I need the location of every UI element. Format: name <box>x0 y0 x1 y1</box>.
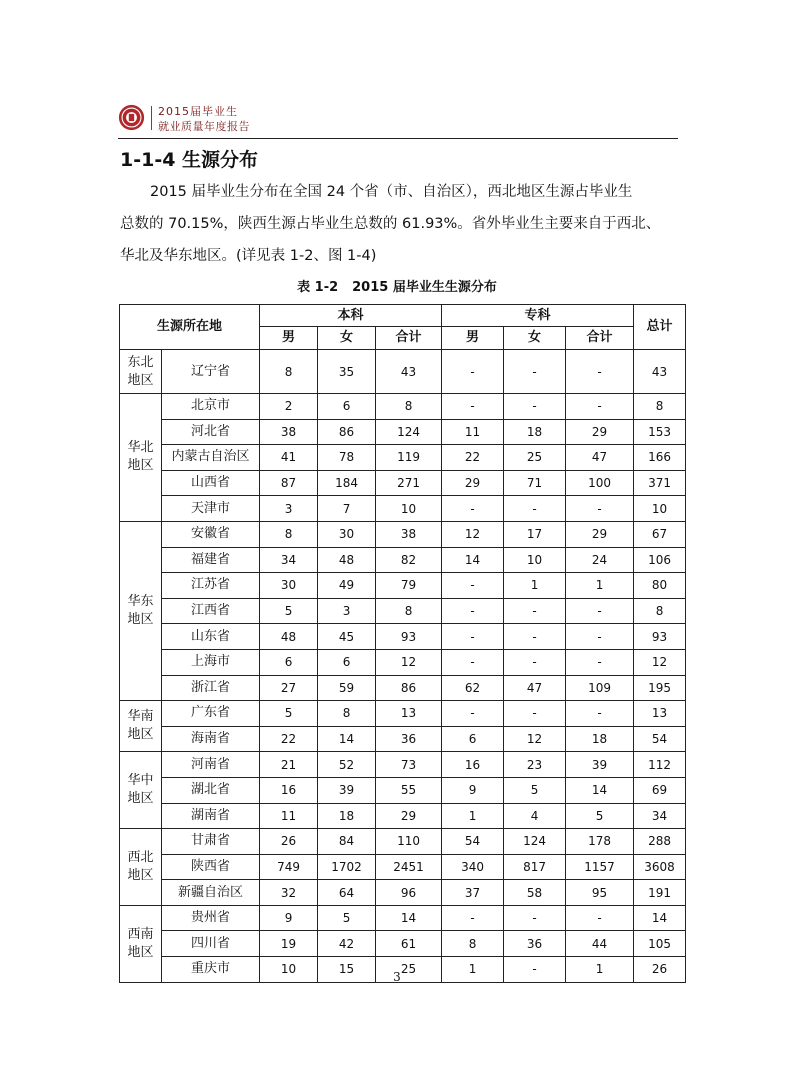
region-name: 华北 <box>127 440 154 456</box>
value-cell-bk-t: 271 <box>376 470 442 496</box>
value-cell-bk-m: 10 <box>260 957 318 983</box>
value-cell-bk-f: 39 <box>318 777 376 803</box>
value-cell-bk-m: 48 <box>260 624 318 650</box>
value-cell-bk-t: 8 <box>376 598 442 624</box>
value-cell-bk-t: 86 <box>376 675 442 701</box>
value-cell-bk-m: 22 <box>260 726 318 752</box>
value-cell-zk-t: 109 <box>566 675 634 701</box>
value-cell-zk-f: - <box>504 624 566 650</box>
value-cell-zk-t: 14 <box>566 777 634 803</box>
value-cell-zk-t: - <box>566 496 634 522</box>
paragraph-line: 总数的 70.15%，陕西生源占毕业生总数的 61.93%。省外毕业生主要来自于西北、 <box>120 216 661 232</box>
header-rule <box>118 138 678 139</box>
region-name-suffix: 地区 <box>127 458 154 474</box>
table-body <box>120 350 686 983</box>
value-cell-zk-f: 17 <box>504 521 566 547</box>
value-cell-zk-f: - <box>504 649 566 675</box>
value-cell-zk-m: 12 <box>442 521 504 547</box>
value-cell-zk-m: 29 <box>442 470 504 496</box>
value-cell-bk-t: 73 <box>376 752 442 778</box>
value-cell-bk-f: 30 <box>318 521 376 547</box>
value-cell-zk-m: 9 <box>442 777 504 803</box>
table-title: 2015 届毕业生生源分布 <box>352 280 497 295</box>
table-row <box>120 419 686 445</box>
value-cell-bk-m: 2 <box>260 394 318 420</box>
value-cell-bk-m: 749 <box>260 854 318 880</box>
value-cell-total: 67 <box>634 521 686 547</box>
value-cell-zk-f: - <box>504 598 566 624</box>
value-cell-zk-m: - <box>442 649 504 675</box>
province-cell: 天津市 <box>162 496 260 522</box>
value-cell-zk-f: - <box>504 701 566 727</box>
value-cell-total: 288 <box>634 829 686 855</box>
value-cell-zk-f: - <box>504 905 566 931</box>
province-cell: 安徽省 <box>162 521 260 547</box>
value-cell-zk-f: 4 <box>504 803 566 829</box>
value-cell-zk-t: 100 <box>566 470 634 496</box>
table-row <box>120 675 686 701</box>
value-cell-bk-f: 6 <box>318 649 376 675</box>
table-row <box>120 521 686 547</box>
value-cell-bk-m: 38 <box>260 419 318 445</box>
value-cell-bk-m: 30 <box>260 573 318 599</box>
value-cell-zk-m: 1 <box>442 803 504 829</box>
table-row <box>120 829 686 855</box>
value-cell-zk-t: - <box>566 624 634 650</box>
value-cell-zk-m: - <box>442 905 504 931</box>
header-female: 女 <box>318 327 376 350</box>
value-cell-bk-t: 25 <box>376 957 442 983</box>
region-name-suffix: 地区 <box>127 944 154 960</box>
value-cell-zk-f: 124 <box>504 829 566 855</box>
value-cell-zk-f: - <box>504 350 566 394</box>
value-cell-zk-t: - <box>566 598 634 624</box>
value-cell-bk-t: 82 <box>376 547 442 573</box>
region-cell <box>120 394 162 522</box>
value-cell-zk-t: 1157 <box>566 854 634 880</box>
table-row <box>120 777 686 803</box>
province-cell: 四川省 <box>162 931 260 957</box>
value-cell-bk-m: 87 <box>260 470 318 496</box>
value-cell-bk-t: 2451 <box>376 854 442 880</box>
value-cell-total: 371 <box>634 470 686 496</box>
value-cell-zk-m: 22 <box>442 445 504 471</box>
value-cell-zk-m: 340 <box>442 854 504 880</box>
province-cell: 河北省 <box>162 419 260 445</box>
value-cell-bk-f: 84 <box>318 829 376 855</box>
table-row <box>120 905 686 931</box>
region-cell <box>120 752 162 829</box>
region-cell <box>120 829 162 906</box>
university-logo <box>118 104 145 131</box>
header-undergrad: 本科 <box>260 305 442 327</box>
value-cell-zk-f: 36 <box>504 931 566 957</box>
value-cell-bk-t: 79 <box>376 573 442 599</box>
value-cell-zk-m: 14 <box>442 547 504 573</box>
value-cell-bk-t: 8 <box>376 394 442 420</box>
value-cell-bk-m: 27 <box>260 675 318 701</box>
value-cell-bk-f: 18 <box>318 803 376 829</box>
value-cell-total: 153 <box>634 419 686 445</box>
value-cell-zk-m: 11 <box>442 419 504 445</box>
province-cell: 海南省 <box>162 726 260 752</box>
value-cell-zk-t: 178 <box>566 829 634 855</box>
value-cell-total: 106 <box>634 547 686 573</box>
value-cell-total: 13 <box>634 701 686 727</box>
table-row <box>120 394 686 420</box>
value-cell-total: 195 <box>634 675 686 701</box>
value-cell-bk-f: 64 <box>318 880 376 906</box>
value-cell-bk-m: 5 <box>260 701 318 727</box>
paragraph-line: 华北及华东地区。(详见表 1-2、图 1-4) <box>120 248 377 264</box>
province-cell: 广东省 <box>162 701 260 727</box>
value-cell-bk-f: 78 <box>318 445 376 471</box>
value-cell-zk-t: - <box>566 649 634 675</box>
page-number: 3 <box>393 970 401 984</box>
body-paragraph <box>120 176 680 272</box>
region-name: 东北 <box>127 354 154 370</box>
value-cell-zk-t: 18 <box>566 726 634 752</box>
value-cell-total: 12 <box>634 649 686 675</box>
table-row <box>120 803 686 829</box>
value-cell-total: 54 <box>634 726 686 752</box>
value-cell-bk-f: 48 <box>318 547 376 573</box>
value-cell-bk-t: 43 <box>376 350 442 394</box>
value-cell-zk-f: 47 <box>504 675 566 701</box>
region-name-suffix: 地区 <box>127 791 154 807</box>
header-title-line2: 就业质量年度报告 <box>158 120 250 133</box>
table-row <box>120 496 686 522</box>
value-cell-total: 93 <box>634 624 686 650</box>
header-junior: 专科 <box>442 305 634 327</box>
value-cell-zk-f: 817 <box>504 854 566 880</box>
value-cell-bk-m: 26 <box>260 829 318 855</box>
value-cell-zk-f: - <box>504 957 566 983</box>
value-cell-bk-f: 3 <box>318 598 376 624</box>
header-male: 男 <box>442 327 504 350</box>
header-origin: 生源所在地 <box>120 305 260 350</box>
origin-distribution-table <box>119 304 686 983</box>
value-cell-bk-f: 184 <box>318 470 376 496</box>
table-row <box>120 931 686 957</box>
value-cell-bk-t: 110 <box>376 829 442 855</box>
value-cell-bk-t: 119 <box>376 445 442 471</box>
value-cell-total: 8 <box>634 598 686 624</box>
value-cell-zk-m: 16 <box>442 752 504 778</box>
value-cell-zk-m: 37 <box>442 880 504 906</box>
value-cell-bk-f: 59 <box>318 675 376 701</box>
region-name: 华南 <box>127 709 154 725</box>
table-row <box>120 752 686 778</box>
province-cell: 山西省 <box>162 470 260 496</box>
value-cell-bk-f: 7 <box>318 496 376 522</box>
value-cell-bk-m: 6 <box>260 649 318 675</box>
value-cell-bk-t: 93 <box>376 624 442 650</box>
header-subtotal: 合计 <box>376 327 442 350</box>
value-cell-bk-f: 86 <box>318 419 376 445</box>
value-cell-total: 8 <box>634 394 686 420</box>
value-cell-zk-t: 1 <box>566 957 634 983</box>
value-cell-bk-f: 5 <box>318 905 376 931</box>
region-name-suffix: 地区 <box>127 612 154 628</box>
value-cell-total: 14 <box>634 905 686 931</box>
value-cell-zk-m: - <box>442 701 504 727</box>
section-title: 1-1-4 生源分布 <box>120 149 259 171</box>
value-cell-zk-m: 1 <box>442 957 504 983</box>
header-title-line1: 2015届毕业生 <box>158 105 238 118</box>
value-cell-bk-t: 12 <box>376 649 442 675</box>
value-cell-bk-f: 52 <box>318 752 376 778</box>
header-total: 总计 <box>634 305 686 350</box>
value-cell-total: 69 <box>634 777 686 803</box>
value-cell-zk-m: - <box>442 624 504 650</box>
value-cell-zk-f: 12 <box>504 726 566 752</box>
value-cell-bk-f: 49 <box>318 573 376 599</box>
value-cell-total: 26 <box>634 957 686 983</box>
value-cell-zk-t: 47 <box>566 445 634 471</box>
region-name: 西南 <box>127 926 154 942</box>
value-cell-zk-f: 23 <box>504 752 566 778</box>
value-cell-bk-f: 6 <box>318 394 376 420</box>
table-row <box>120 445 686 471</box>
province-cell: 浙江省 <box>162 675 260 701</box>
value-cell-bk-t: 14 <box>376 905 442 931</box>
value-cell-zk-t: - <box>566 350 634 394</box>
value-cell-zk-f: 71 <box>504 470 566 496</box>
header-subtotal: 合计 <box>566 327 634 350</box>
value-cell-total: 191 <box>634 880 686 906</box>
table-caption <box>0 276 794 295</box>
table-row <box>120 880 686 906</box>
value-cell-bk-m: 9 <box>260 905 318 931</box>
region-cell <box>120 350 162 394</box>
province-cell: 内蒙古自治区 <box>162 445 260 471</box>
value-cell-zk-f: 5 <box>504 777 566 803</box>
value-cell-bk-t: 96 <box>376 880 442 906</box>
value-cell-bk-m: 8 <box>260 521 318 547</box>
report-header <box>118 100 678 138</box>
value-cell-zk-f: 18 <box>504 419 566 445</box>
value-cell-zk-m: - <box>442 598 504 624</box>
region-name: 华中 <box>127 773 154 789</box>
value-cell-zk-m: 62 <box>442 675 504 701</box>
value-cell-bk-t: 55 <box>376 777 442 803</box>
region-name-suffix: 地区 <box>127 727 154 743</box>
value-cell-bk-t: 36 <box>376 726 442 752</box>
table-row <box>120 350 686 394</box>
value-cell-zk-f: 10 <box>504 547 566 573</box>
province-cell: 北京市 <box>162 394 260 420</box>
table-row <box>120 547 686 573</box>
value-cell-bk-m: 16 <box>260 777 318 803</box>
value-cell-zk-t: 95 <box>566 880 634 906</box>
value-cell-zk-t: - <box>566 394 634 420</box>
value-cell-zk-f: - <box>504 496 566 522</box>
province-cell: 湖北省 <box>162 777 260 803</box>
value-cell-zk-m: - <box>442 496 504 522</box>
province-cell: 重庆市 <box>162 957 260 983</box>
value-cell-zk-t: - <box>566 701 634 727</box>
value-cell-bk-m: 32 <box>260 880 318 906</box>
province-cell: 陕西省 <box>162 854 260 880</box>
province-cell: 贵州省 <box>162 905 260 931</box>
value-cell-zk-t: 29 <box>566 521 634 547</box>
value-cell-total: 105 <box>634 931 686 957</box>
value-cell-zk-m: - <box>442 350 504 394</box>
value-cell-zk-t: - <box>566 905 634 931</box>
value-cell-total: 3608 <box>634 854 686 880</box>
province-cell: 湖南省 <box>162 803 260 829</box>
value-cell-zk-t: 44 <box>566 931 634 957</box>
value-cell-zk-m: - <box>442 573 504 599</box>
value-cell-bk-m: 21 <box>260 752 318 778</box>
value-cell-bk-t: 10 <box>376 496 442 522</box>
value-cell-total: 10 <box>634 496 686 522</box>
table-number: 表 1-2 <box>297 280 339 295</box>
value-cell-bk-f: 8 <box>318 701 376 727</box>
table-row <box>120 701 686 727</box>
value-cell-bk-m: 34 <box>260 547 318 573</box>
region-name: 西北 <box>127 849 154 865</box>
value-cell-bk-f: 45 <box>318 624 376 650</box>
value-cell-zk-m: 54 <box>442 829 504 855</box>
value-cell-zk-t: 39 <box>566 752 634 778</box>
header-divider <box>151 106 152 130</box>
value-cell-bk-t: 29 <box>376 803 442 829</box>
table-row <box>120 854 686 880</box>
value-cell-zk-f: 25 <box>504 445 566 471</box>
value-cell-bk-m: 11 <box>260 803 318 829</box>
value-cell-zk-m: 8 <box>442 931 504 957</box>
value-cell-total: 166 <box>634 445 686 471</box>
value-cell-bk-t: 61 <box>376 931 442 957</box>
region-name-suffix: 地区 <box>127 867 154 883</box>
value-cell-bk-f: 15 <box>318 957 376 983</box>
value-cell-zk-t: 1 <box>566 573 634 599</box>
value-cell-bk-f: 1702 <box>318 854 376 880</box>
table-row <box>120 624 686 650</box>
value-cell-bk-f: 35 <box>318 350 376 394</box>
value-cell-bk-t: 38 <box>376 521 442 547</box>
value-cell-bk-t: 13 <box>376 701 442 727</box>
paragraph-line: 2015 届毕业生分布在全国 24 个省（市、自治区），西北地区生源占毕业生 <box>150 184 633 200</box>
province-cell: 福建省 <box>162 547 260 573</box>
header-female: 女 <box>504 327 566 350</box>
value-cell-zk-t: 5 <box>566 803 634 829</box>
value-cell-zk-f: 1 <box>504 573 566 599</box>
table-row <box>120 726 686 752</box>
value-cell-zk-t: 24 <box>566 547 634 573</box>
value-cell-bk-f: 42 <box>318 931 376 957</box>
value-cell-total: 80 <box>634 573 686 599</box>
province-cell: 辽宁省 <box>162 350 260 394</box>
province-cell: 江苏省 <box>162 573 260 599</box>
region-name-suffix: 地区 <box>127 372 154 388</box>
province-cell: 山东省 <box>162 624 260 650</box>
region-cell <box>120 701 162 752</box>
table-row <box>120 598 686 624</box>
value-cell-bk-m: 41 <box>260 445 318 471</box>
table-row <box>120 573 686 599</box>
value-cell-zk-m: 6 <box>442 726 504 752</box>
value-cell-zk-t: 29 <box>566 419 634 445</box>
province-cell: 河南省 <box>162 752 260 778</box>
header-male: 男 <box>260 327 318 350</box>
province-cell: 上海市 <box>162 649 260 675</box>
value-cell-bk-m: 8 <box>260 350 318 394</box>
value-cell-zk-m: - <box>442 394 504 420</box>
value-cell-bk-m: 19 <box>260 931 318 957</box>
value-cell-zk-f: - <box>504 394 566 420</box>
table-row <box>120 649 686 675</box>
value-cell-total: 112 <box>634 752 686 778</box>
table-row <box>120 470 686 496</box>
province-cell: 甘肃省 <box>162 829 260 855</box>
value-cell-total: 43 <box>634 350 686 394</box>
value-cell-bk-t: 124 <box>376 419 442 445</box>
province-cell: 江西省 <box>162 598 260 624</box>
value-cell-bk-f: 14 <box>318 726 376 752</box>
province-cell: 新疆自治区 <box>162 880 260 906</box>
value-cell-zk-f: 58 <box>504 880 566 906</box>
value-cell-bk-m: 5 <box>260 598 318 624</box>
region-name: 华东 <box>127 594 154 610</box>
value-cell-bk-m: 3 <box>260 496 318 522</box>
value-cell-total: 34 <box>634 803 686 829</box>
region-cell <box>120 521 162 700</box>
